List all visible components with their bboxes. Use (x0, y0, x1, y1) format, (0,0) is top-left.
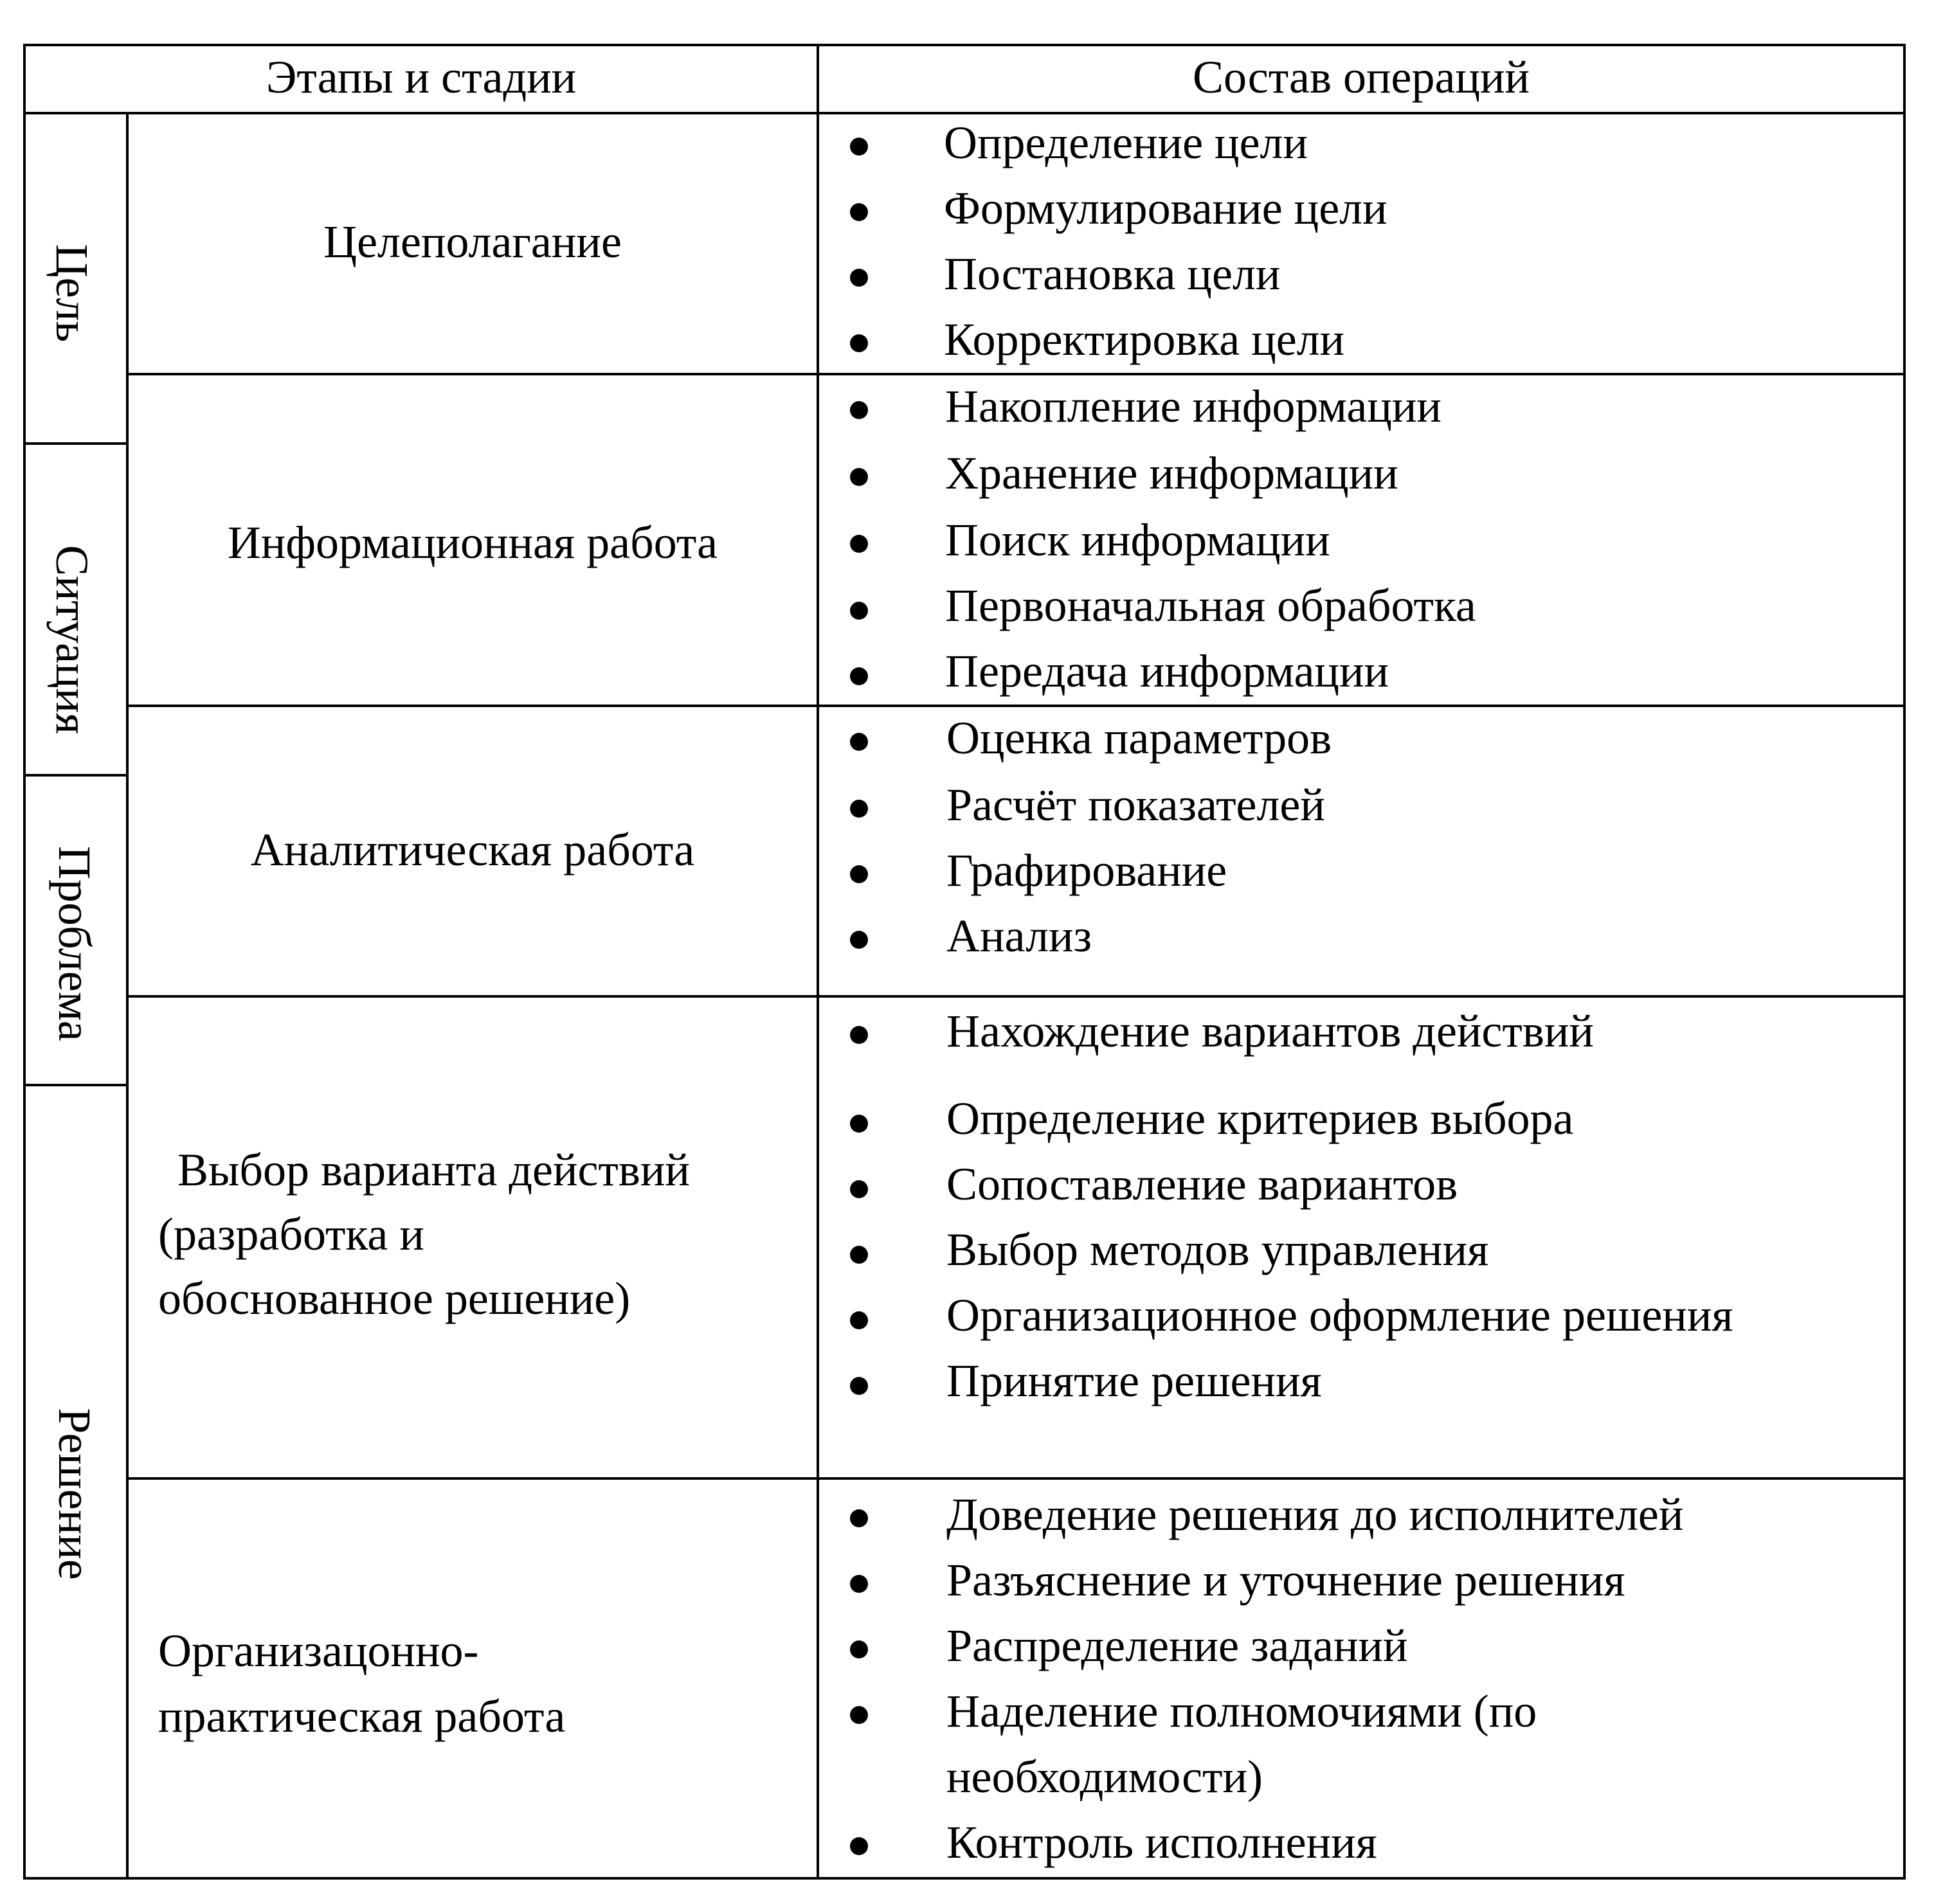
table-right-border (1903, 44, 1906, 1880)
operation-item: Определение критериев выбора (946, 1093, 1574, 1144)
operation-item: Контроль исполнения (946, 1817, 1377, 1868)
operation-item: Нахождение вариантов действий (946, 1005, 1594, 1057)
side-label-divider-1 (23, 442, 129, 445)
operation-bullet (850, 269, 868, 287)
side-label-goal: Цель (46, 244, 98, 343)
table-left-border (23, 44, 26, 1880)
operation-item-continuation: необходимости) (946, 1751, 1263, 1802)
operation-bullet (850, 1509, 868, 1527)
stage-goal-setting: Целеполагание (323, 216, 622, 267)
operation-item: Сопоставление вариантов (946, 1158, 1458, 1210)
operation-item: Первоначальная обработка (945, 580, 1476, 631)
operation-item: Накопление информации (945, 381, 1441, 432)
header-operations: Состав операций (1192, 51, 1530, 103)
operation-item: Определение цели (944, 117, 1308, 168)
operation-item: Выбор методов управления (946, 1224, 1489, 1275)
operation-item: Передача информации (945, 645, 1389, 697)
operation-item: Распределение заданий (946, 1620, 1408, 1671)
operation-item: Наделение полномочиями (по (946, 1685, 1537, 1737)
stage-choice-line-3: обоснованное решение) (158, 1273, 631, 1324)
table-bottom-border (23, 1877, 1906, 1880)
operation-item: Доведение решения до исполнителей (946, 1489, 1684, 1540)
stage-organizational-line-1: Организацонно- (158, 1625, 479, 1676)
row-2-bottom-border (126, 705, 1906, 707)
side-label-divider-2 (23, 774, 129, 777)
table-top-border (23, 44, 1906, 46)
operation-bullet (850, 1575, 868, 1593)
operation-item: Анализ (946, 910, 1092, 962)
operation-bullet (850, 667, 868, 685)
operation-bullet (850, 1377, 868, 1395)
operation-bullet (850, 1837, 868, 1855)
operation-bullet (850, 931, 868, 949)
operation-bullet (850, 800, 868, 818)
operation-bullet (850, 602, 868, 620)
row-3-bottom-border (126, 995, 1906, 998)
side-label-problem: Проблема (49, 846, 100, 1041)
operation-item: Графирование (946, 845, 1227, 896)
operation-item: Разъяснение и уточнение решения (946, 1554, 1625, 1606)
stage-information-work: Информационная работа (227, 517, 718, 568)
operation-bullet (850, 203, 868, 221)
operation-bullet (850, 468, 868, 486)
operation-bullet (850, 1180, 868, 1198)
header-stages: Этапы и стадии (266, 51, 577, 103)
side-label-divider-3 (23, 1084, 129, 1086)
side-label-situation: Ситуация (46, 545, 98, 735)
operation-bullet (850, 865, 868, 883)
operation-item: Поиск информации (945, 514, 1330, 566)
operations-column-border (817, 44, 819, 1880)
operation-bullet (850, 1640, 868, 1658)
operation-bullet (850, 1706, 868, 1724)
row-1-bottom-border (126, 373, 1906, 375)
operation-bullet (850, 138, 868, 156)
operation-item: Организационное оформление решения (946, 1289, 1733, 1341)
operation-bullet (850, 334, 868, 352)
operation-item: Постановка цели (944, 248, 1281, 300)
stage-choice-line-2: (разработка и (158, 1208, 424, 1260)
stage-organizational-line-2: практическая работа (158, 1691, 566, 1742)
stage-analytical-work: Аналитическая работа (250, 824, 695, 876)
operation-bullet (850, 1246, 868, 1264)
operation-bullet (850, 535, 868, 553)
operation-bullet (850, 1311, 868, 1329)
row-4-bottom-border (126, 1477, 1906, 1480)
operation-item: Оценка параметров (946, 712, 1332, 764)
operation-bullet (850, 1115, 868, 1133)
side-label-column-border (126, 112, 129, 1880)
operation-bullet (850, 733, 868, 751)
operation-item: Расчёт показателей (946, 779, 1325, 831)
operation-item: Хранение информации (945, 447, 1398, 499)
side-label-decision: Решение (49, 1408, 100, 1580)
stage-choice-line-1: Выбор варианта действий (177, 1144, 690, 1196)
operation-bullet (850, 401, 868, 419)
operation-item: Корректировка цели (944, 314, 1345, 365)
operation-item: Принятие решения (946, 1355, 1322, 1406)
operation-bullet (850, 1026, 868, 1044)
operation-item: Формулирование цели (944, 183, 1387, 234)
header-bottom-border (23, 112, 1906, 114)
